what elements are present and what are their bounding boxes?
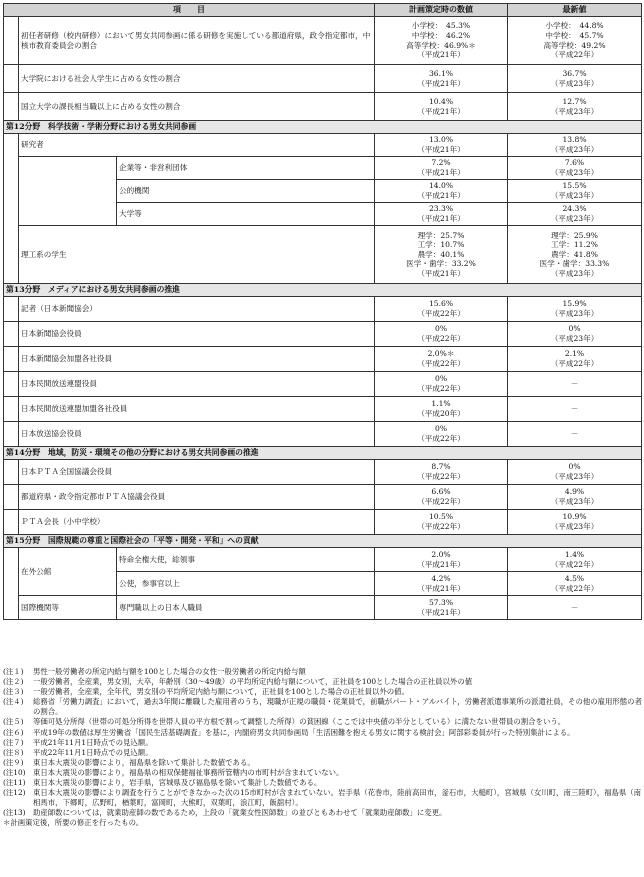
value-line: （平成21年） (417, 268, 465, 278)
value-line: （平成20年） (417, 409, 465, 418)
row-label: ＰＴＡ会長（小中学校） (19, 510, 375, 535)
value-line: 10.5% (428, 512, 454, 522)
table-row (4, 548, 642, 572)
indent-cell (4, 372, 19, 397)
value-line: 農学：40.1% (417, 249, 465, 259)
value-line: 4.9% (564, 487, 585, 497)
note-item (3, 808, 643, 818)
value-line: 理学：25.9% (551, 230, 598, 240)
value-line: （平成22年） (417, 334, 465, 343)
value-cell (375, 180, 508, 203)
note-number: (注８) (3, 747, 24, 757)
value-line: （平成23年） (550, 472, 599, 481)
value-line: 小学校： 45.3% (411, 21, 471, 31)
value-cell (375, 460, 508, 485)
note-number: (注10) (3, 767, 26, 777)
value-line: 15.5% (562, 181, 587, 191)
value-line: （平成21年） (417, 583, 465, 593)
value-cell (375, 548, 508, 572)
value-line: － (570, 602, 579, 612)
value-line: 24.3% (562, 204, 587, 214)
note-item (3, 717, 643, 727)
value-cell (508, 596, 642, 620)
value-cell (508, 180, 642, 203)
value-line: 36.7% (562, 68, 587, 78)
value-cell (375, 17, 508, 65)
value-line: （平成21年） (417, 106, 465, 116)
sub-row-label: 公使，参事官以上 (117, 572, 375, 596)
indent-cell (4, 134, 19, 284)
table-row (4, 510, 642, 535)
value-line: 2.0% (431, 549, 451, 559)
value-cell (375, 322, 508, 347)
value-cell (375, 157, 508, 180)
note-text: 総務省「労働力調査」において，過去3年間に離職した雇用者のうち，現職が正規の職員・従業員で，前職がパート・アルバイト，労働者派遣事業所の派遣社員，その他の雇用形態の者の割合。 (33, 697, 642, 717)
note-text: 東日本大震災の影響により調査を行うことができなかった次の15市町村が含まれていない。岩手県（花巻市，陸前高田市，釜石市，大槌町），宮城県（女川町，南三陸町），福島県（南相馬市，下郷町，広野町，楢葉町，富岡町，大熊町，双葉町，浪江町，飯舘村）。 (33, 788, 642, 808)
value-cell (508, 572, 642, 596)
value-cell (375, 347, 508, 372)
note-text: 東日本大震災の影響により，岩手県，宮城県及び福島県を除いて集計した数値である。 (33, 778, 322, 788)
value-line: 工学：10.7% (417, 240, 465, 250)
value-line: 57.3% (428, 597, 454, 607)
indent-cell (4, 93, 19, 121)
sub-row-label: 企業等・非営利団体 (117, 157, 375, 180)
value-line: 36.1% (428, 68, 454, 78)
group-label: 在外公館 (19, 548, 117, 596)
note-text: 等価可処分所得（世帯の可処分所得を世帯人員の平方根で割って調整した所得）の貧困線（ここでは中央値の半分としている）に満たない世帯員の割合をいう。 (33, 717, 566, 727)
note-number: (注６) (3, 727, 24, 737)
value-line: （平成23年） (550, 145, 599, 154)
value-line: （平成22年） (417, 309, 465, 318)
value-cell (508, 397, 642, 422)
value-line: － (570, 429, 579, 439)
value-line: （平成23年） (550, 309, 599, 318)
indent-cell (4, 422, 19, 447)
value-cell (375, 297, 508, 322)
note-text: 一般労働者，全産業，男女別，大卒，年齢別（30～49歳）の平均所定内給与額について，正社員を100とした場合の正社員以外の値 (33, 677, 473, 687)
row-label: 日本民間放送連盟加盟各社役員 (19, 397, 375, 422)
note-item (3, 748, 643, 758)
value-line: （平成21年） (417, 168, 465, 177)
row-label: 研究者 (19, 134, 375, 157)
value-line: 理学：25.7% (417, 230, 465, 240)
value-line: （平成22年） (417, 522, 465, 531)
table-row (4, 422, 642, 447)
value-cell (508, 93, 642, 121)
row-label: 日本民間放送連盟役員 (19, 372, 375, 397)
value-line: （平成21年） (417, 214, 465, 223)
header-latest: 最新値 (508, 4, 642, 17)
notes (3, 667, 643, 829)
row-label: 都道府県・政令指定都市ＰＴＡ協議会役員 (19, 485, 375, 510)
indent-cell (4, 297, 19, 322)
value-line: （平成21年） (417, 145, 465, 154)
table-row (4, 347, 642, 372)
value-line: （平成21年） (417, 50, 465, 60)
value-cell (375, 572, 508, 596)
sub-row-label: 大学等 (117, 203, 375, 226)
table-row (4, 297, 642, 322)
value-line: 1.4% (564, 549, 585, 559)
indent-cell (4, 322, 19, 347)
value-line: （平成23年） (550, 78, 599, 88)
note-item (3, 667, 643, 677)
value-line: （平成21年） (417, 78, 465, 88)
value-line: 8.7% (431, 462, 451, 472)
value-line: （平成22年） (550, 50, 599, 60)
value-line: （平成23年） (550, 214, 599, 223)
sub-row-label: 専門職以上の日本人職員 (117, 596, 375, 620)
value-line: 医学・歯学：33.2% (406, 259, 476, 269)
table-row (4, 93, 642, 121)
value-line: 1.1% (431, 399, 451, 409)
indent-cell (4, 548, 19, 620)
value-cell (375, 226, 508, 284)
note-number: (注９) (3, 757, 24, 767)
row-label: 日本新聞協会加盟各社役員 (19, 347, 375, 372)
value-line: 23.3% (428, 204, 454, 214)
table-header (4, 4, 642, 17)
note-text: 一般労働者，全産業，全年代，男女別の平均所定内給与額について，正社員を100とした場合の正社員以外の値。 (33, 687, 409, 697)
value-line: 医学・歯学：33.3% (539, 259, 610, 269)
indent-cell (4, 397, 19, 422)
value-cell (508, 548, 642, 572)
value-cell (508, 322, 642, 347)
note-text: 平成19年の数値は厚生労働省「国民生活基礎調査」を基に，内閣府男女共同参画局「生活困難を抱える男女に関する検討会」阿部彩委員が行った特別集計による。 (33, 727, 575, 737)
indent-cell (4, 17, 19, 65)
value-line: 工学：11.2% (551, 240, 598, 250)
note-text: 助産師数については，就業助産師の数であるため，上段の「就業女性医師数」の並びともあわせて「就業助産師数」に変更。 (33, 808, 447, 818)
note-item (3, 697, 643, 717)
value-line: （平成23年） (550, 334, 599, 343)
note-item (3, 738, 643, 748)
value-cell (375, 397, 508, 422)
indent-cell (4, 65, 19, 93)
indent-cell (4, 485, 19, 510)
value-line: （平成23年） (550, 268, 599, 278)
row-label: 初任者研修（校内研修）において男女共同参画に係る研修を実施している都道府県，政令指定都市，中核市教育委員会の割合 (19, 17, 375, 65)
header-plan: 計画策定時の数値 (375, 4, 508, 17)
note-number: (注11) (3, 778, 26, 788)
note-number: (注４) (3, 697, 24, 707)
section-title: 第14分野 地域，防災・環境その他の分野における男女共同参画の推進 (4, 447, 642, 460)
value-cell (375, 203, 508, 226)
value-cell (375, 372, 508, 397)
value-line: 6.6% (431, 487, 451, 497)
value-line: 農学：41.8% (551, 249, 598, 259)
row-label: 理工系の学生 (19, 226, 375, 284)
value-cell (375, 510, 508, 535)
footnote: ＊計画策定後，所要の修正を行ったもの。 (3, 818, 144, 828)
note-number: (注３) (3, 687, 24, 697)
value-cell (508, 460, 642, 485)
value-line: 4.2% (431, 573, 451, 583)
value-line: 0% (434, 324, 448, 334)
value-line: （平成23年） (550, 497, 599, 506)
header-item: 項 目 (4, 4, 375, 17)
table-row (4, 322, 642, 347)
row-label: 国立大学の課長相当職以上に占める女性の割合 (19, 93, 375, 121)
value-cell (508, 157, 642, 180)
row-label: 記者（日本新聞協会） (19, 297, 375, 322)
value-line: （平成22年） (417, 434, 465, 443)
indicator-table (3, 3, 642, 620)
value-line: （平成22年） (550, 359, 599, 368)
note-text: 平成22年11月1日時点での見込額。 (33, 747, 153, 757)
value-line: （平成21年） (417, 559, 465, 569)
value-line: 10.4% (428, 96, 454, 106)
note-text: 男性一般労働者の所定内給与額を100とした場合の女性一般労働者の所定内給与額 (33, 667, 306, 676)
value-line: － (570, 379, 579, 389)
table-row (4, 460, 642, 485)
value-line: （平成22年） (417, 359, 465, 368)
value-line: 13.8% (562, 135, 587, 145)
note-number: (注１) (3, 667, 24, 676)
group-label: 国際機関等 (19, 596, 117, 620)
note-number: (注７) (3, 737, 24, 747)
value-line: （平成22年） (550, 559, 599, 569)
value-line: 0% (434, 374, 448, 384)
table-row (4, 535, 642, 548)
table-row (4, 65, 642, 93)
value-line: 12.7% (562, 96, 587, 106)
indent-cell (4, 460, 19, 485)
blank-cell (19, 157, 117, 226)
value-line: 2.0%＊ (427, 349, 455, 359)
note-item (3, 778, 643, 788)
value-line: （平成23年） (550, 168, 599, 177)
table-row (4, 372, 642, 397)
indent-cell (4, 510, 19, 535)
table-row (4, 485, 642, 510)
note-item (3, 758, 643, 768)
table-row (4, 134, 642, 157)
table-row (4, 397, 642, 422)
value-cell (508, 134, 642, 157)
sub-row-label: 特命全権大使，総領事 (117, 548, 375, 572)
table-row (4, 596, 642, 620)
indent-cell (4, 347, 19, 372)
value-line: 高等学校：49.2% (543, 40, 606, 50)
section-title: 第12分野 科学技術・学術分野における男女共同参画 (4, 121, 642, 134)
value-cell (508, 226, 642, 284)
note-text: 東日本大震災の影響により，福島県を除いて集計した数値である。 (33, 757, 255, 767)
table-row (4, 157, 642, 180)
value-cell (508, 297, 642, 322)
value-line: 0% (568, 324, 581, 334)
value-line: （平成22年） (417, 472, 465, 481)
note-number: (注２) (3, 677, 24, 687)
value-line: 14.0% (428, 181, 454, 191)
value-cell (508, 422, 642, 447)
value-cell (375, 596, 508, 620)
value-cell (508, 203, 642, 226)
value-line: 0% (568, 462, 581, 472)
value-cell (508, 485, 642, 510)
table-row (4, 284, 642, 297)
value-line: － (570, 404, 579, 414)
note-number: (注５) (3, 717, 24, 727)
value-cell (508, 372, 642, 397)
value-cell (375, 65, 508, 93)
note-number: (注13) (3, 808, 26, 818)
value-line: 0% (434, 424, 448, 434)
value-line: （平成22年） (550, 583, 599, 593)
note-item (3, 768, 643, 778)
value-cell (508, 347, 642, 372)
note-text: 平成21年11月1日時点での見込額。 (33, 737, 153, 747)
value-line: 中学校： 46.2% (411, 30, 471, 40)
table-row (4, 121, 642, 134)
table-row (4, 226, 642, 284)
value-line: 13.0% (428, 135, 454, 145)
row-label: 大学院における社会人学生に占める女性の割合 (19, 65, 375, 93)
table-row (4, 447, 642, 460)
value-cell (375, 485, 508, 510)
section-title: 第13分野 メディアにおける男女共同参画の推進 (4, 284, 642, 297)
table-row (4, 17, 642, 65)
value-line: （平成23年） (550, 191, 599, 200)
value-cell (375, 93, 508, 121)
value-cell (508, 65, 642, 93)
section-title: 第15分野 国際規範の尊重と国際社会の「平等・開発・平和」への貢献 (4, 535, 642, 548)
sub-row-label: 公的機関 (117, 180, 375, 203)
note-item (3, 687, 643, 697)
value-line: 10.9% (562, 512, 587, 522)
value-line: （平成23年） (550, 106, 599, 116)
value-line: （平成21年） (417, 607, 465, 617)
row-label: 日本ＰＴＡ全国協議会役員 (19, 460, 375, 485)
note-text: 東日本大震災の影響により，福島県の相双保健福祉事務所管轄内の市町村が含まれていない。 (33, 767, 344, 777)
value-line: （平成22年） (417, 497, 465, 506)
note-item (3, 788, 643, 808)
value-line: （平成21年） (417, 191, 465, 200)
value-cell (508, 510, 642, 535)
value-line: 7.6% (564, 158, 585, 168)
value-line: 中学校： 45.7% (545, 30, 604, 40)
note-number: (注12) (3, 788, 26, 798)
value-line: （平成23年） (550, 522, 599, 531)
value-line: 15.6% (428, 299, 454, 309)
value-line: 2.1% (564, 349, 585, 359)
value-cell (375, 134, 508, 157)
value-line: （平成22年） (417, 384, 465, 393)
note-item (3, 728, 643, 738)
value-line: 15.9% (562, 299, 587, 309)
value-cell (375, 422, 508, 447)
row-label: 日本放送協会役員 (19, 422, 375, 447)
note-item (3, 677, 643, 687)
value-line: 小学校： 44.8% (545, 21, 604, 31)
value-line: 高等学校：46.9%＊ (406, 40, 476, 50)
value-line: 7.2% (431, 158, 451, 168)
value-line: 4.5% (564, 573, 585, 583)
row-label: 日本新聞協会役員 (19, 322, 375, 347)
value-cell (508, 17, 642, 65)
